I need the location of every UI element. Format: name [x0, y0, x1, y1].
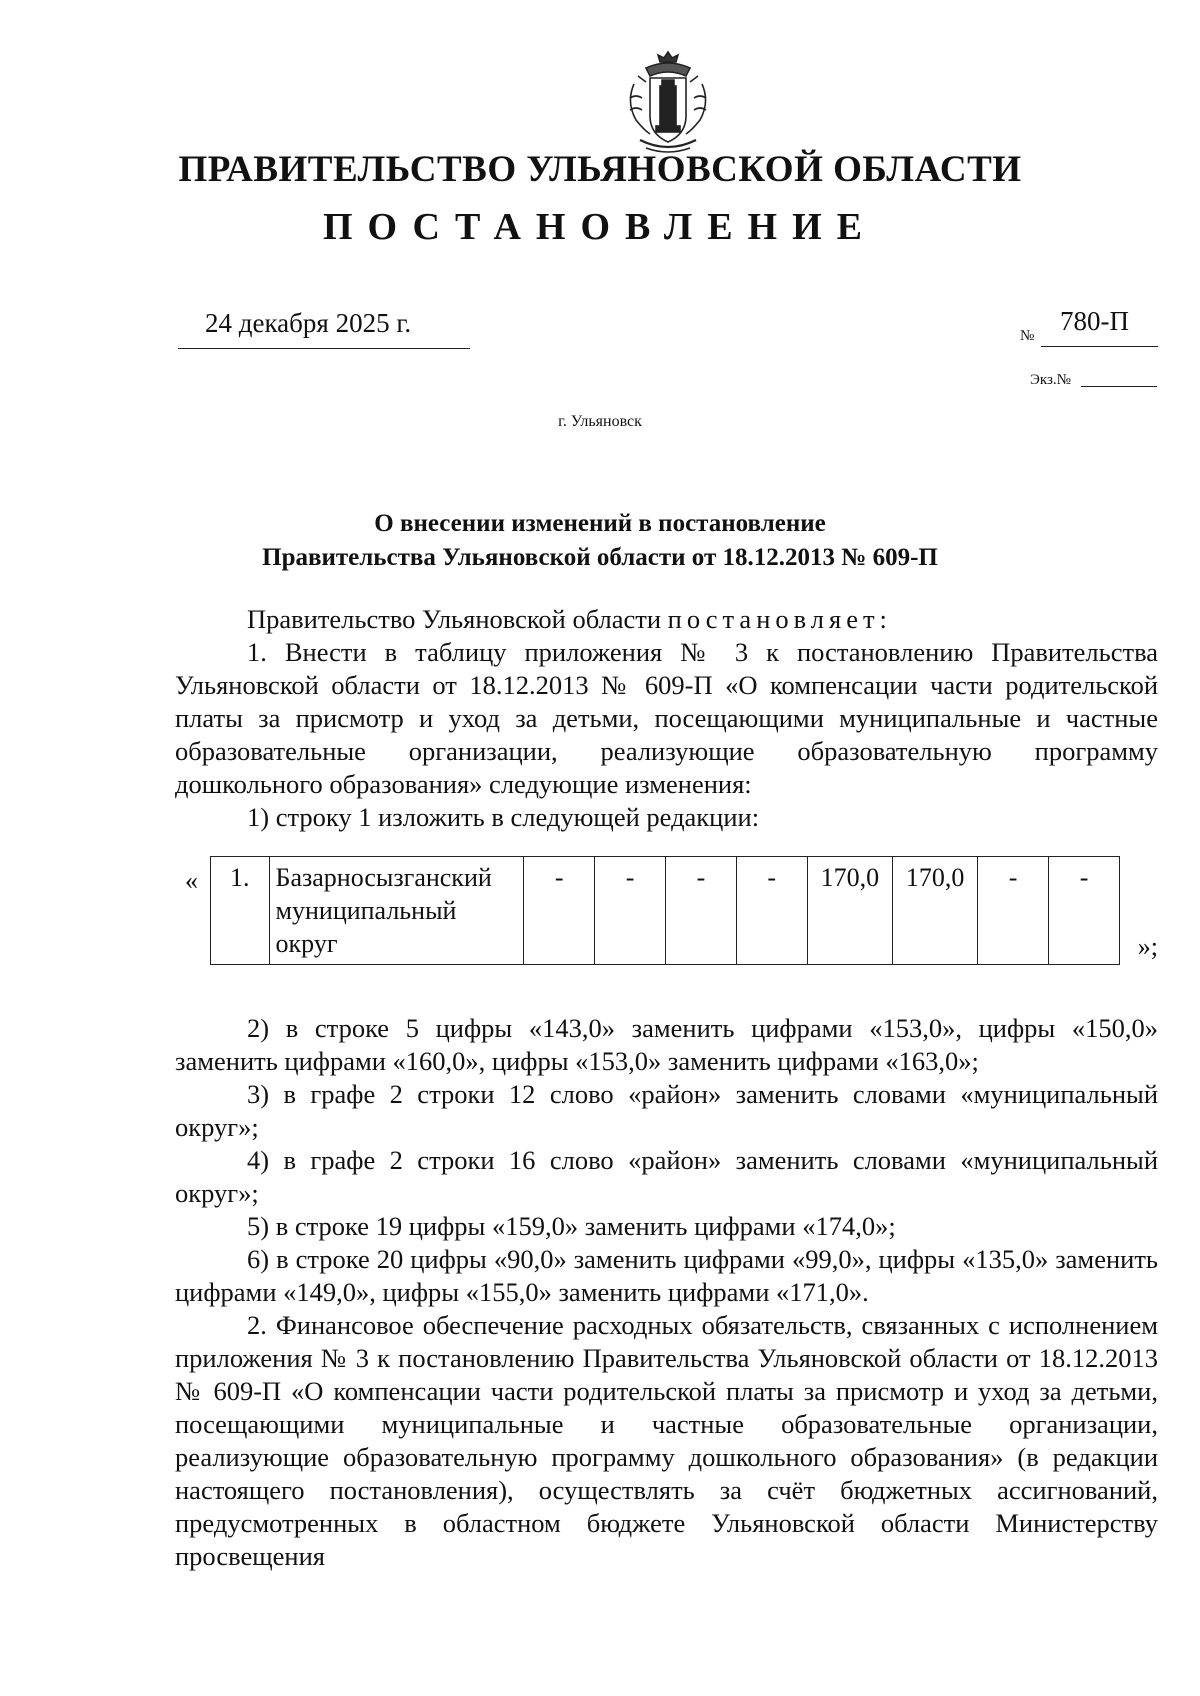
intro-verb: постановляет:: [667, 604, 892, 634]
table-row: [211, 857, 1120, 965]
paragraph-1-item-4: 4) в графе 2 строки 16 слово «район» заменить словами «муниципальный округ»;: [175, 1145, 1158, 1208]
open-quote: «: [185, 866, 198, 895]
replacement-row-table: [210, 856, 1120, 965]
paragraph-1-item-3: 3) в графе 2 строки 12 слово «район» заменить словами «муниципальный округ»;: [175, 1079, 1158, 1142]
table-cell-value: -: [1049, 857, 1120, 965]
paragraph-1-item-1: 1) строку 1 изложить в следующей редакции:: [247, 802, 760, 832]
table-cell-value: -: [978, 857, 1049, 965]
paragraph-1-item-6: 6) в строке 20 цифры «90,0» заменить цифрами «99,0», цифры «135,0» заменить цифрами «149,0», цифры «155,0» заменить цифрами «171,0».: [175, 1244, 1158, 1307]
table-cell-value: 170,0: [807, 857, 892, 965]
table-cell-value: -: [665, 857, 736, 965]
copy-number-underline: [1081, 386, 1157, 387]
intro-paragraph: [175, 603, 1158, 636]
city: г. Ульяновск: [558, 413, 642, 430]
subject-line-1: О внесении изменений в постановление: [374, 510, 826, 537]
number-sign: №: [1020, 328, 1035, 344]
subject-line-2: Правительства Ульяновской области от 18.12.2013 № 609-П: [262, 544, 938, 571]
coat-of-arms-icon: [620, 48, 716, 156]
replacement-row-block: [175, 856, 1158, 990]
document-body: [175, 603, 1158, 1573]
government-title: ПРАВИТЕЛЬСТВО УЛЬЯНОВСКОЙ ОБЛАСТИ: [178, 149, 1022, 190]
table-cell-value: 170,0: [892, 857, 977, 965]
copy-number-label: Экз.№: [1030, 372, 1071, 388]
document-subject: [0, 507, 1200, 575]
table-cell-value: -: [595, 857, 666, 965]
paragraph-2: 2. Финансовое обеспечение расходных обязательств, связанных с исполнением приложения № 3 к постановлению Правительства Ульяновской области от 18.12.2013 № 609-П «О компенсации части родительской платы за присмотр и уход за детьми, посещающими муниципальные и частные образовательные организации, реализующие образовательную программу дошкольного образования» (в редакции настоящего постановления), осуществлять за счёт бюджетных ассигнований, предусмотренных в областном бюджете Ульяновской области Министерству просвещения: [175, 1310, 1158, 1571]
document-kind: ПОСТАНОВЛЕНИЕ: [322, 206, 878, 248]
table-cell-name: Базарносызганский муниципальный округ: [269, 857, 524, 965]
paragraph-1-item-5: 5) в строке 19 цифры «159,0» заменить цифрами «174,0»;: [247, 1211, 896, 1241]
document-number: 780-П: [1060, 306, 1129, 336]
intro-subject: Правительство Ульяновской области: [247, 604, 662, 634]
table-cell-number: 1.: [211, 857, 270, 965]
date-underline: [178, 348, 470, 349]
document-date: 24 декабря 2025 г.: [205, 308, 412, 338]
number-underline: [1041, 346, 1158, 347]
paragraph-1-item-2: 2) в строке 5 цифры «143,0» заменить цифрами «153,0», цифры «150,0» заменить цифрами «160,0», цифры «153,0» заменить цифрами «163,0»;: [175, 1013, 1158, 1076]
table-cell-value: -: [524, 857, 595, 965]
table-cell-value: -: [736, 857, 807, 965]
close-quote: »;: [1137, 932, 1158, 961]
paragraph-1: 1. Внести в таблицу приложения № 3 к постановлению Правительства Ульяновской области от 18.12.2013 № 609-П «О компенсации части родительской платы за присмотр и уход за детьми, посещающими муниципальные и частные образовательные организации, реализующие образовательную программу дошкольного образования» следующие изменения:: [175, 637, 1158, 799]
